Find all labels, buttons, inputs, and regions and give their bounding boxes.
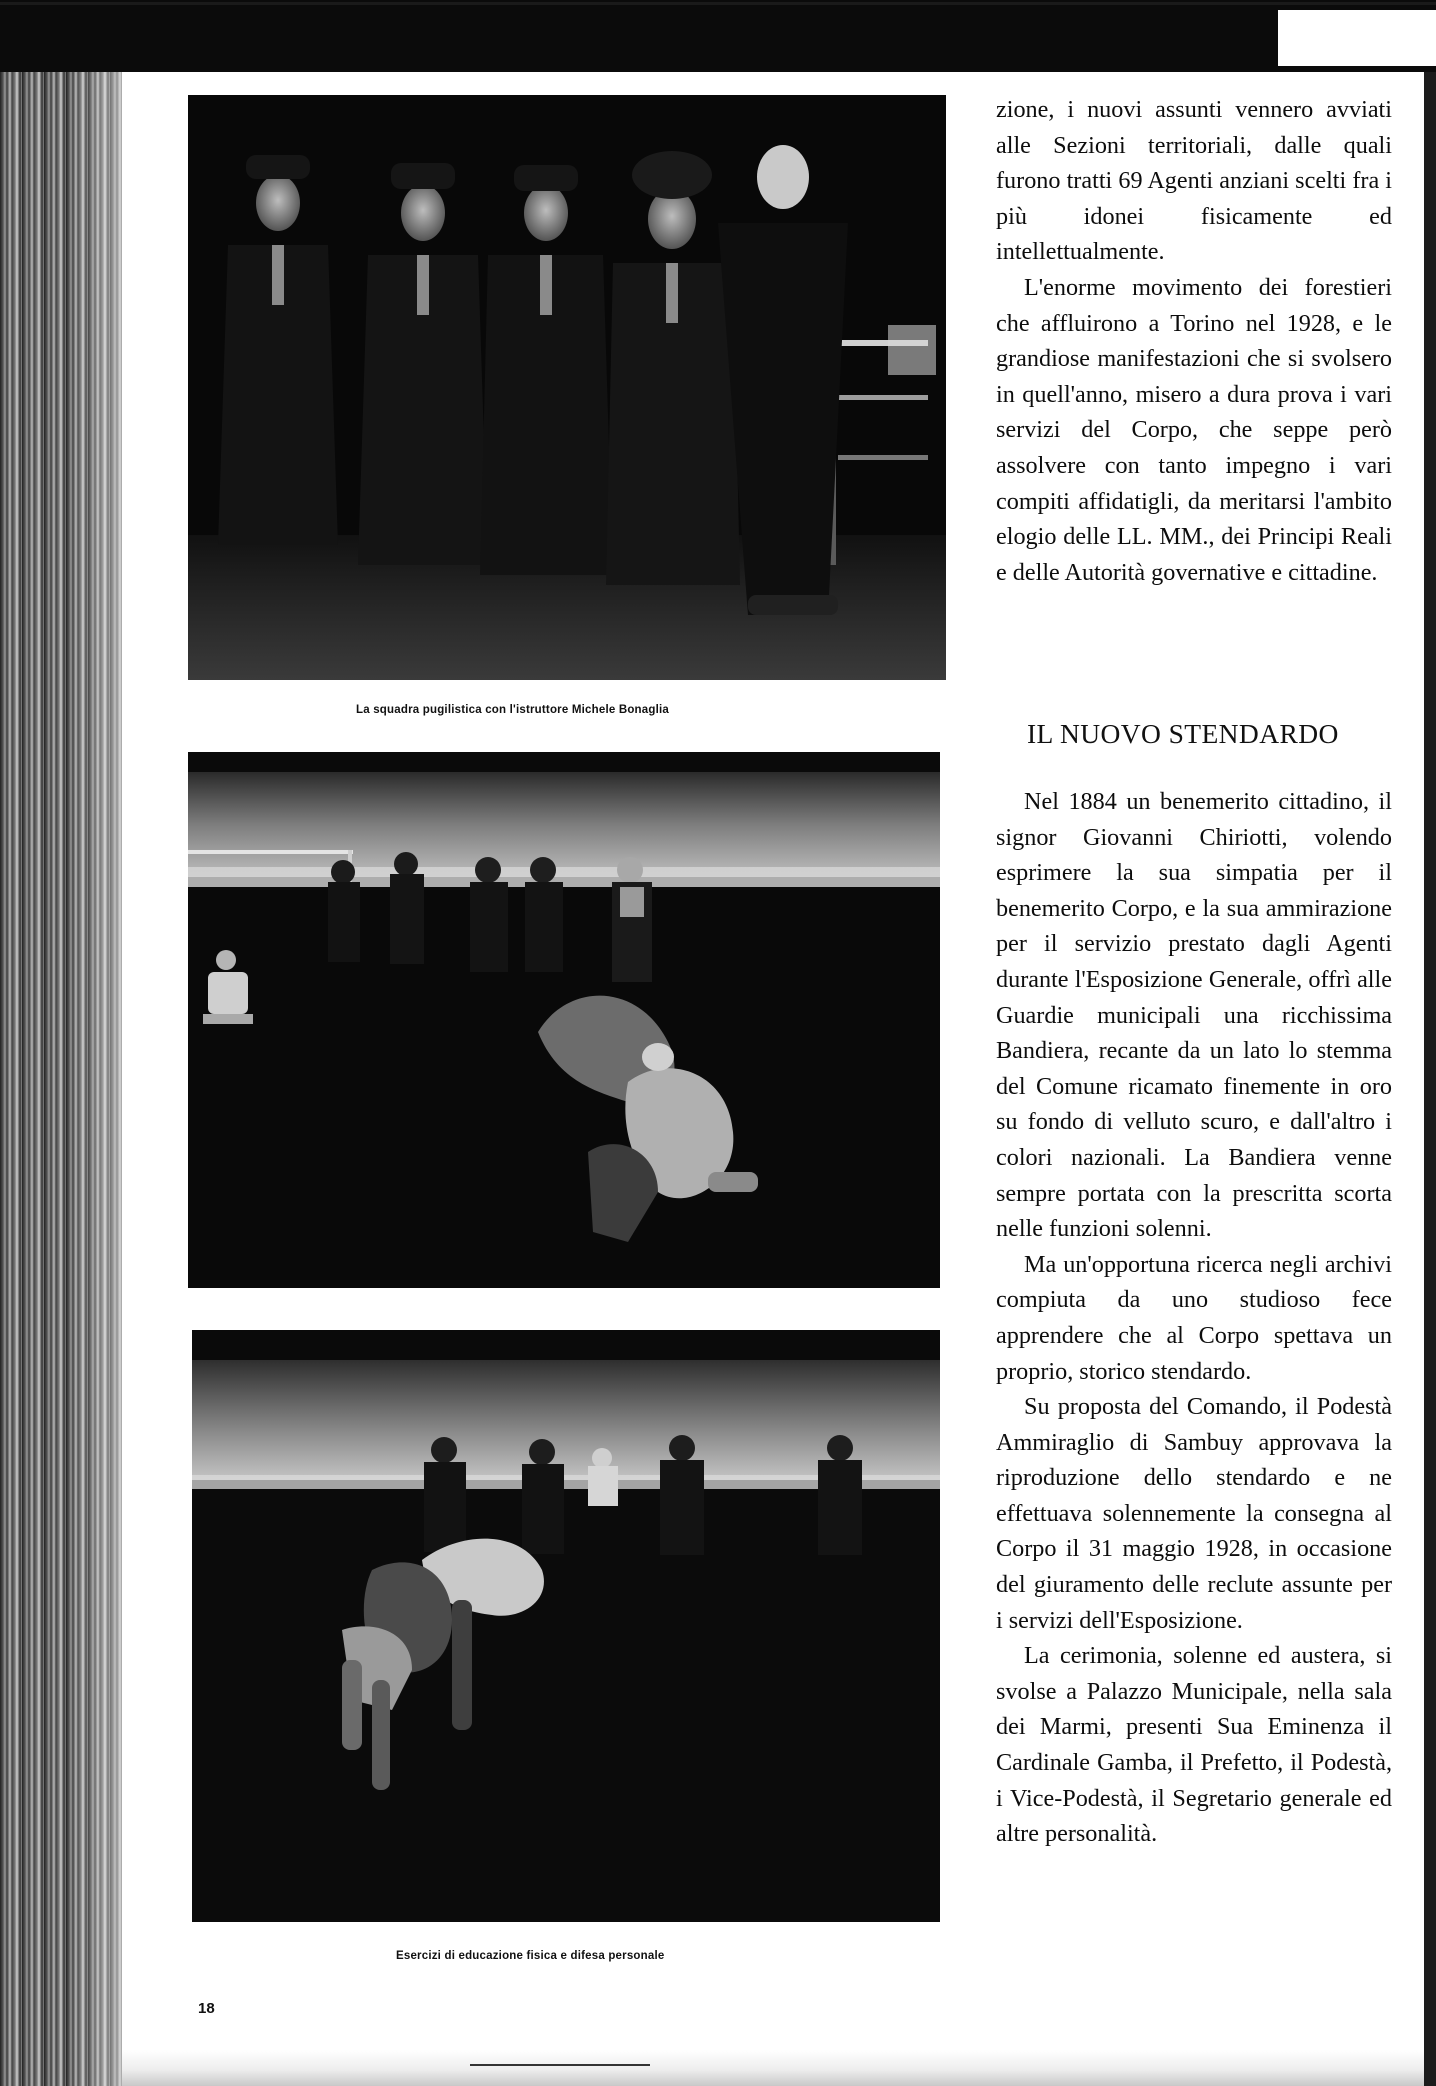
paragraph: L'enorme movimento dei forestieri che affluirono a Torino nel 1928, e le grandiose manifestazioni che si svolsero in quell'anno, misero a dura prova i vari servizi del Corpo, che seppe però assolvere con tanto impegno i vari compiti affidatigli, da meritarsi l'ambito elogio delle LL. MM., dei Principi Reali e delle Autorità governative e cittadine. (996, 273, 1392, 586)
scan-top-notch (1278, 10, 1436, 66)
wrestling-training-illustration (192, 1330, 940, 1922)
wrestling-training-photo (192, 1330, 940, 1922)
paragraph: Ma un'opportuna ricerca negli archivi compiuta da uno studioso fece apprendere che al Corpo spettava un proprio, storico stendardo. (996, 1250, 1392, 1385)
text-column-bottom (996, 784, 1392, 1852)
scan-bottom-band (122, 2050, 1424, 2086)
book-spine-shadow (70, 72, 130, 2086)
scan-top-line (0, 2, 1436, 5)
wrestling-exercise-photo (188, 752, 940, 1288)
wrestling-exercise-illustration (188, 752, 940, 1288)
paragraph: La cerimonia, solenne ed austera, si svolse a Palazzo Municipale, nella sala dei Marmi, presenti Sua Eminenza il Cardinale Gamba, il Prefetto, il Podestà, i Vice-Podestà, il Segretario generale ed altre personalità. (996, 1642, 1392, 1848)
section-heading: IL NUOVO STENDARDO (1027, 718, 1339, 749)
page-number: 18 (198, 2000, 215, 2017)
photo-3-caption: Esercizi di educazione fisica e difesa personale (396, 1950, 665, 1962)
paragraph: Su proposta del Comando, il Podestà Ammiraglio di Sambuy approvava la riproduzione dello stendardo e ne effettuava solennemente la consegna al Corpo il 31 maggio 1928, in occasione del giuramento delle reclute assunte per i servizi dell'Esposizione. (996, 1393, 1392, 1634)
boxing-team-illustration (188, 95, 946, 680)
photo-1-caption: La squadra pugilistica con l'istruttore Michele Bonaglia (356, 704, 669, 716)
text-column-top (996, 92, 1392, 590)
scan-bottom-rule (470, 2064, 650, 2066)
paragraph: zione, i nuovi assunti vennero avviati alle Sezioni territoriali, dalle quali furono tratti 69 Agenti anziani scelti fra i più idonei fisicamente ed intellettualmente. (996, 96, 1392, 266)
scan-right-edge (1424, 72, 1436, 2086)
paragraph: Nel 1884 un benemerito cittadino, il signor Giovanni Chiriotti, volendo esprimere la sua simpatia per il benemerito Corpo, e la sua ammirazione per il servizio prestato dagli Agenti durante l'Esposizione Generale, offrì alle Guardie municipali una ricchissima Bandiera, recante da un lato lo stemma del Comune ricamato finemente in oro su fondo di velluto scuro, e dall'altro i colori nazionali. La Bandiera venne sempre portata con la prescritta scorta nelle funzioni solenni. (996, 788, 1392, 1243)
boxing-team-photo (188, 95, 946, 680)
scan-top-band (0, 0, 1436, 72)
